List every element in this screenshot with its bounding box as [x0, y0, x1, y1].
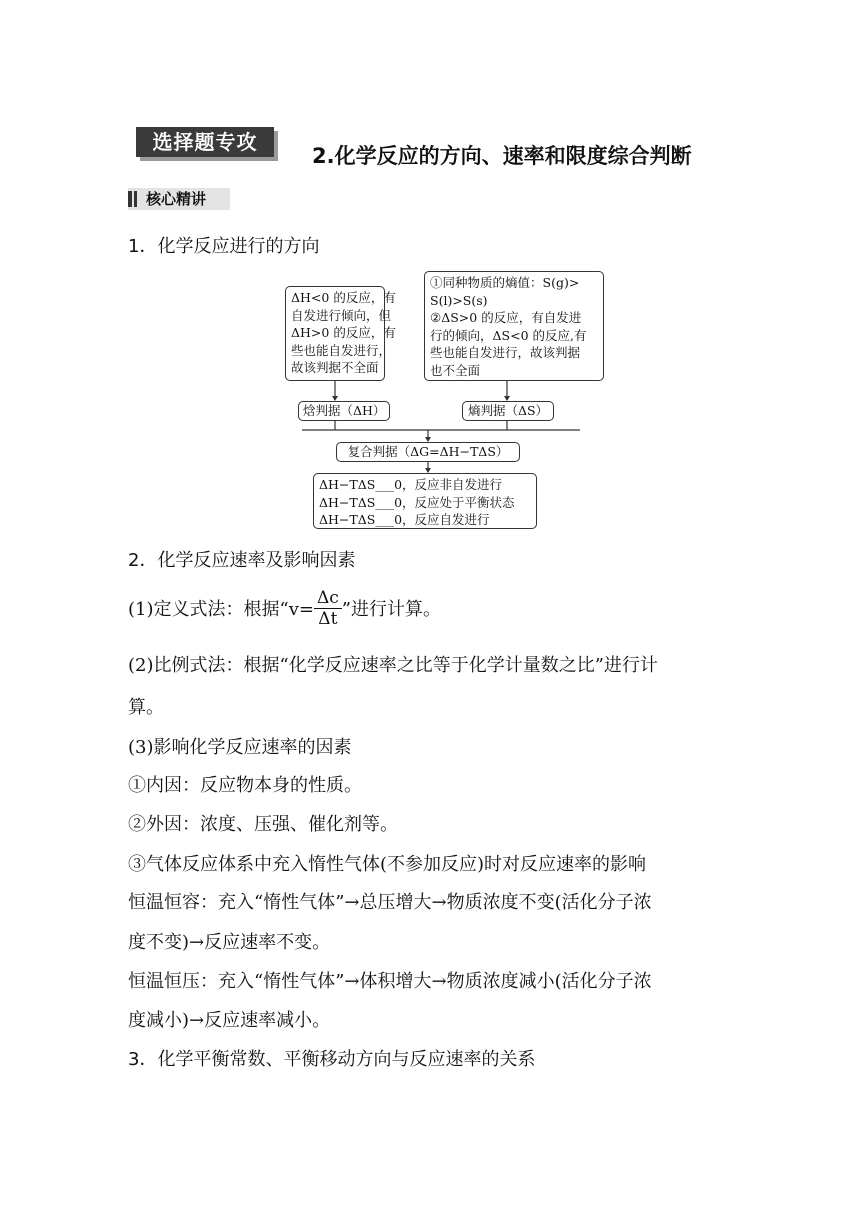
combined-criterion-box	[336, 442, 520, 462]
entropy-criterion-label: 熵判据（ΔS）	[467, 403, 549, 418]
result-line: ΔH−TΔS___0，反应自发进行	[319, 512, 490, 527]
definition-text-post: ”进行计算。	[341, 599, 441, 620]
constant-volume-line-1: 恒温恒容：充入“惰性气体”→总压增大→物质浓度不变(活化分子浓	[128, 892, 652, 913]
note-line: ②ΔS>0 的反应，有自发进	[430, 310, 582, 325]
constant-pressure-line-1: 恒温恒压：充入“惰性气体”→体积增大→物质浓度减小(活化分子浓	[128, 971, 652, 992]
note-line: ①同种物质的熵值：S(g)>	[430, 275, 580, 290]
note-line: 些也能自发进行，故该判据	[430, 345, 581, 360]
section-1-heading: 1．化学反应进行的方向	[128, 236, 320, 257]
section-2-heading: 2．化学反应速率及影响因素	[128, 550, 356, 571]
note-line: 故该判据不全面	[291, 360, 379, 375]
enthalpy-criterion-box	[298, 401, 390, 421]
section-tag	[128, 188, 230, 210]
topic-badge: 选择题专攻	[136, 127, 274, 157]
rate-fraction	[314, 588, 342, 629]
result-line: ΔH−TΔS___0，反应非自发进行	[319, 477, 503, 492]
ratio-line-1: (2)比例式法：根据“化学反应速率之比等于化学计量数之比”进行计	[128, 655, 658, 676]
constant-volume-line-2: 度不变)→反应速率不变。	[128, 932, 331, 953]
direction-diagram	[280, 268, 610, 534]
inert-gas-title: ③气体反应体系中充入惰性气体(不参加反应)时对反应速率的影响	[128, 854, 647, 875]
factors-title: (3)影响化学反应速率的因素	[128, 737, 352, 758]
fraction-denominator: Δt	[318, 608, 338, 629]
note-line: 行的倾向，ΔS<0 的反应,有	[430, 327, 587, 343]
entropy-note-box	[424, 271, 604, 381]
section-3-heading: 3．化学平衡常数、平衡移动方向与反应速率的关系	[128, 1049, 536, 1070]
note-line: S(l)>S(s)	[430, 292, 488, 308]
definition-line	[128, 584, 441, 632]
tag-bar-icon	[134, 191, 137, 207]
note-line: 些也能自发进行，	[291, 342, 392, 358]
page-title: 2.化学反应的方向、速率和限度综合判断	[312, 144, 692, 168]
note-line: ΔH>0 的反应，有	[291, 325, 396, 340]
definition-text-pre: (1)定义式法：根据“v=	[128, 599, 314, 620]
ratio-line-2: 算。	[128, 697, 164, 718]
enthalpy-criterion-label: 焓判据（ΔH）	[303, 403, 386, 418]
result-line: ΔH−TΔS___0，反应处于平衡状态	[319, 494, 515, 510]
tag-bar-icon	[128, 191, 132, 207]
note-line: 自发进行倾向，但	[291, 307, 392, 323]
internal-factor: ①内因：反应物本身的性质。	[128, 775, 362, 796]
enthalpy-note-box	[285, 286, 396, 381]
result-box	[313, 473, 537, 529]
section-tag-label: 核心精讲	[146, 190, 207, 208]
note-line: ΔH<0 的反应，有	[291, 290, 396, 305]
note-line: 也不全面	[430, 362, 481, 378]
combined-criterion-label: 复合判据（ΔG=ΔH−TΔS）	[347, 444, 509, 459]
constant-pressure-line-2: 度减小)→反应速率减小。	[128, 1010, 331, 1031]
external-factor: ②外因：浓度、压强、催化剂等。	[128, 814, 398, 835]
fraction-numerator: Δc	[314, 588, 342, 609]
entropy-criterion-box	[462, 401, 554, 421]
